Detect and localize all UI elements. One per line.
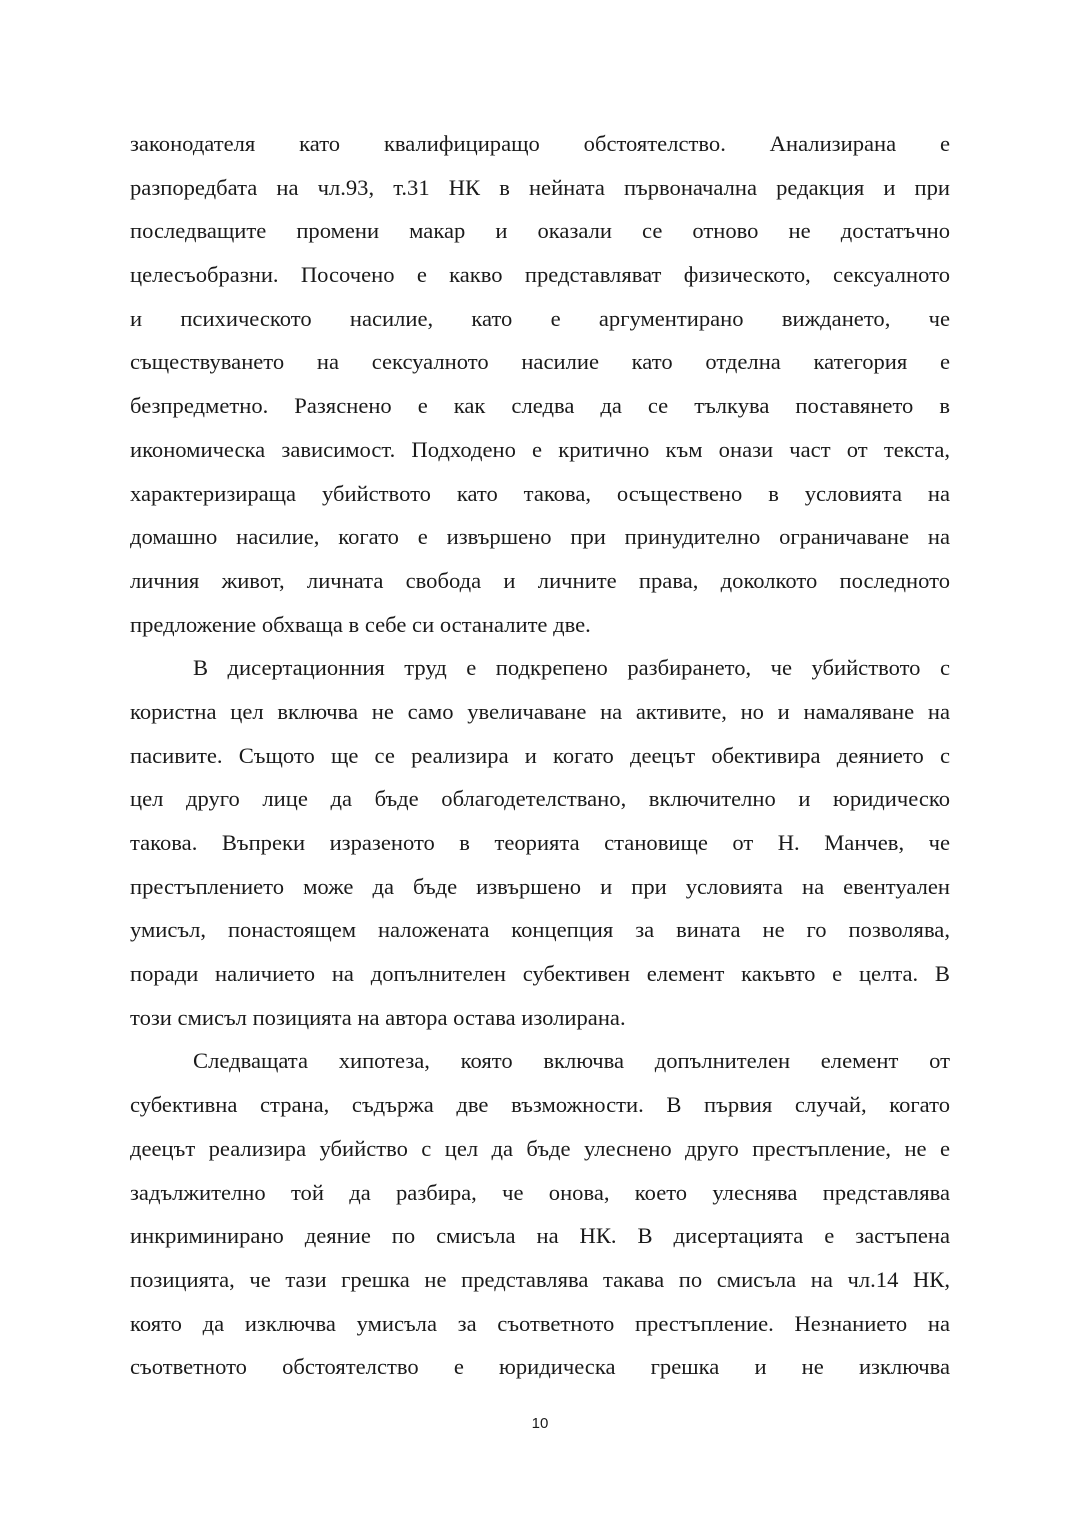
text-line: такова. Въпреки изразеното в теорията становище от Н. Манчев, че (130, 830, 950, 855)
text-line: целесъобразни. Посочено е какво представляват физическото, сексуалното (130, 262, 950, 288)
paragraph-1 (130, 122, 950, 646)
text-line: и психическото насилие, като е аргументирано виждането, че (130, 305, 950, 331)
text-line: безпредметно. Разяснено е как следва да се тълкува поставянето в (130, 393, 950, 419)
text-line: субективна страна, съдържа две възможности. В първия случай, когато (130, 1092, 950, 1118)
text-line: поради наличието на допълнителен субективен елемент какъвто е целта. В (130, 961, 950, 987)
text-line: домашно насилие, когато е извършено при принудително ограничаване на (130, 524, 950, 550)
text-line: умисъл, понастоящем наложената концепция за вината не го позволява, (130, 917, 950, 943)
text-line: Следващата хипотеза, която включва допълнителен елемент от (193, 1048, 950, 1074)
text-line: користна цел включва не само увеличаване на активите, но и намаляване на (130, 698, 950, 724)
text-line: която да изключва умисъла за съответното престъпление. Незнанието на (130, 1310, 950, 1336)
text-line: характеризираща убийството като такова, осъществено в условията на (130, 480, 950, 506)
text-line: съществуването на сексуалното насилие като отделна категория е (130, 349, 950, 375)
text-line: предложение обхваща в себе си останалите две. (130, 611, 591, 637)
text-line: инкриминирано деяние по смисъла на НК. В дисертацията е застъпена (130, 1223, 950, 1249)
text-line: престъплението може да бъде извършено и при условията на евентуален (130, 873, 950, 899)
page-number: 10 (531, 1415, 549, 1432)
text-line: деецът реализира убийство с цел да бъде улеснено друго престъпление, не е (130, 1135, 950, 1161)
text-line: позицията, че тази грешка не представлява такава по смисъла на чл.14 НК, (130, 1266, 950, 1292)
text-line: законодателя като квалифициращо обстоятелство. Анализирана е (130, 131, 950, 156)
paragraph-2 (130, 646, 950, 1039)
text-line: личния живот, личната свобода и личните права, доколкото последното (130, 567, 950, 593)
text-line: този смисъл позицията на автора остава изолирана. (130, 1004, 626, 1030)
text-line: разпоредбата на чл.93, т.31 НК в нейната първоначална редакция и при (130, 174, 950, 200)
paragraph-3 (130, 1039, 950, 1389)
text-line: съответното обстоятелство е юридическа грешка и не изключва (130, 1354, 950, 1380)
text-line: пасивите. Същото ще се реализира и когато деецът обективира деянието с (130, 742, 950, 768)
text-line: последващите промени макар и оказали се отново не достатъчно (130, 218, 950, 244)
text-line: В дисертационния труд е подкрепено разбирането, че убийството с (193, 655, 950, 681)
text-line: цел друго лице да бъде облагодетелствано, включително и юридическо (130, 786, 950, 812)
text-line: задължително той да разбира, че онова, което улеснява представлява (130, 1179, 950, 1205)
document-body (130, 122, 950, 1389)
text-line: икономическа зависимост. Подходено е критично към онази част от текста, (130, 436, 950, 462)
